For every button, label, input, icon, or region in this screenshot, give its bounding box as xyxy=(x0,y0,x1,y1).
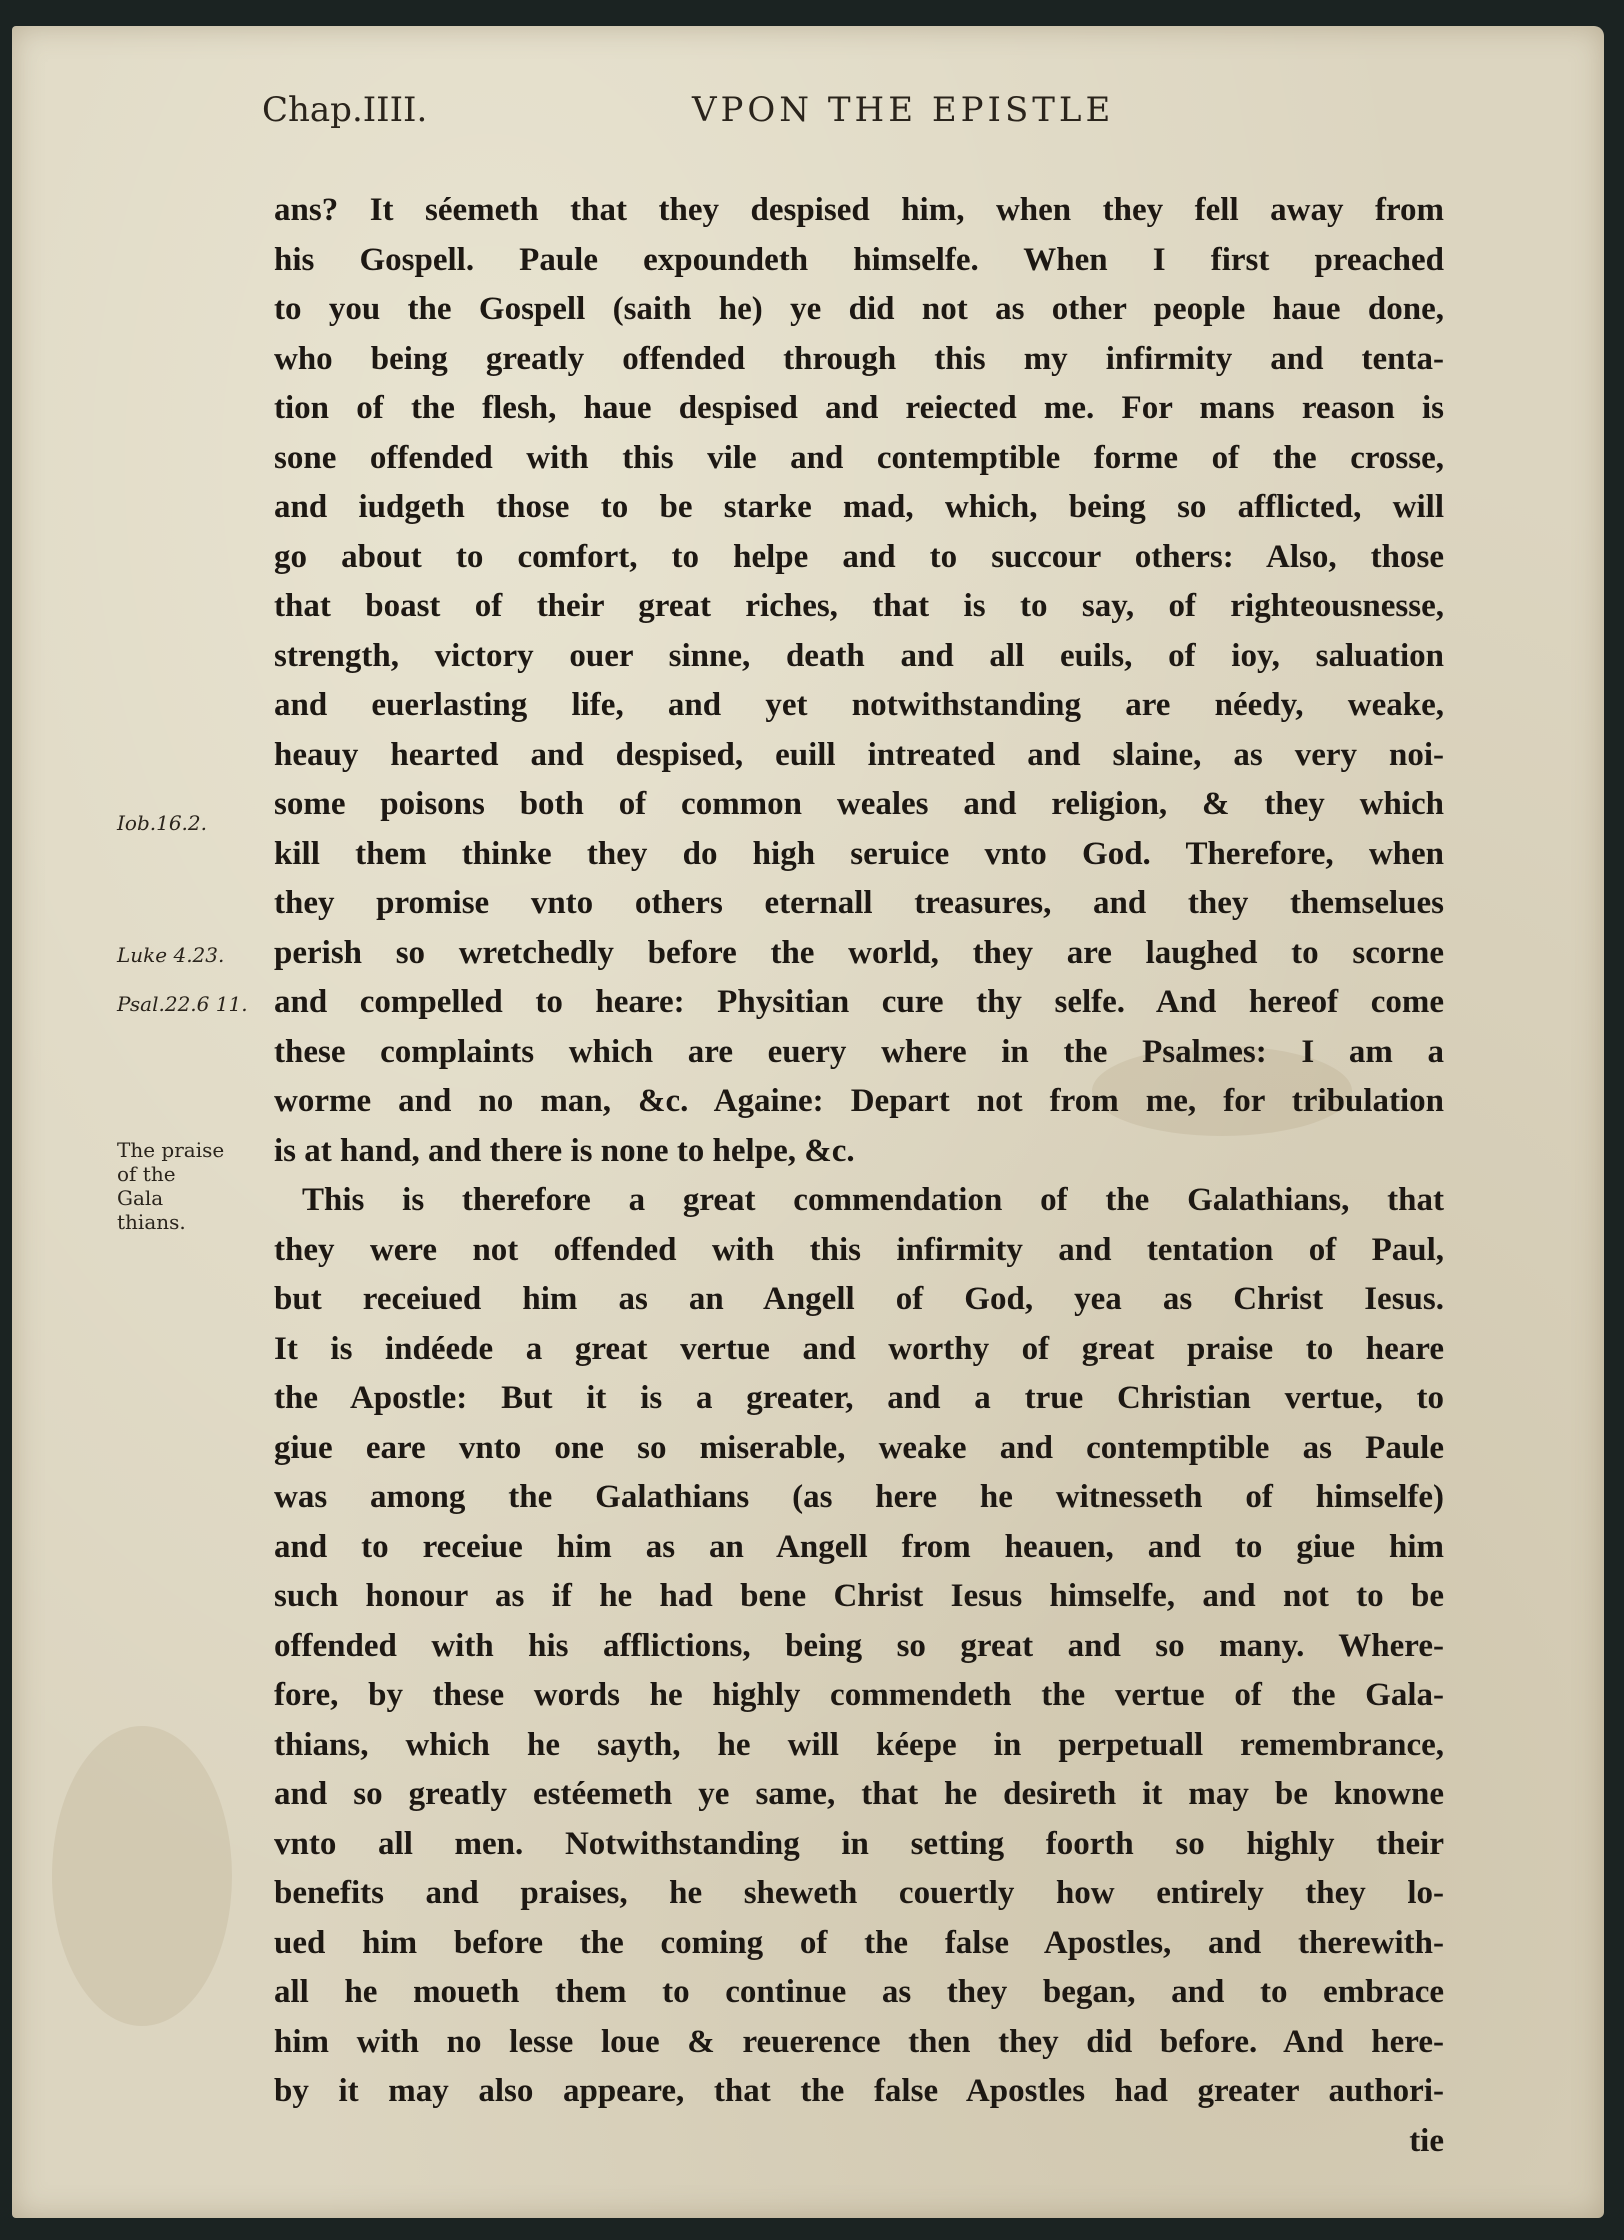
text-line: to you the Gospell (saith he) ye did not as other people haue done, xyxy=(274,291,1444,327)
text-line: they were not offended with this infirmity and tentation of Paul, xyxy=(274,1231,1444,1268)
text-line: such honour as if he had bene Christ Iesus himselfe, and not to be xyxy=(274,1578,1444,1614)
text-line: the Apostle: But it is a greater, and a true Christian vertue, to xyxy=(274,1380,1444,1416)
text-line: some poisons both of common weales and religion, & they which xyxy=(274,786,1444,822)
text-line: they promise vnto others eternall treasures, and they themselues xyxy=(274,885,1444,921)
chapter-heading: Chap.IIII. xyxy=(262,90,428,130)
text-line: This is therefore a great commendation of the Galathians, that xyxy=(302,1182,1444,1218)
text-line: these complaints which are euery where in the Psalmes: I am a xyxy=(274,1033,1444,1070)
catchword: tie xyxy=(1409,2122,1444,2159)
running-title: VPON THE EPISTLE xyxy=(692,90,1115,130)
text-line: all he moueth them to continue as they began, and to embrace xyxy=(274,1974,1444,2010)
text-line: strength, victory ouer sinne, death and all euils, of ioy, saluation xyxy=(274,637,1444,674)
text-line: kill them thinke they do high seruice vnto God. Therefore, when xyxy=(274,835,1444,872)
body-text xyxy=(274,186,1444,2166)
margin-note: Psal.22.6 11. xyxy=(117,992,248,1016)
margin-note: Luke 4.23. xyxy=(117,943,225,967)
text-line: was among the Galathians (as here he witnesseth of himselfe) xyxy=(274,1479,1444,1515)
text-line: heauy hearted and despised, euill intreated and slaine, as very noi- xyxy=(274,736,1444,773)
text-line: his Gospell. Paule expoundeth himselfe. When I first preached xyxy=(274,241,1444,278)
text-line: by it may also appeare, that the false Apostles had greater authori- xyxy=(274,2073,1444,2109)
text-line: but receiued him as an Angell of God, yea as Christ Iesus. xyxy=(274,1281,1444,1317)
text-line: and so greatly estéemeth ye same, that he desireth it may be knowne xyxy=(274,1776,1444,1812)
text-line: thians, which he sayth, he will kéepe in perpetuall remembrance, xyxy=(274,1726,1444,1763)
text-line: and compelled to heare: Physitian cure thy selfe. And hereof come xyxy=(274,984,1444,1020)
text-line: perish so wretchedly before the world, they are laughed to scorne xyxy=(274,934,1444,971)
paper-stain xyxy=(52,1726,232,2026)
text-line: tion of the flesh, haue despised and reiected me. For mans reason is xyxy=(274,390,1444,426)
text-line: worme and no man, &c. Againe: Depart not from me, for tribulation xyxy=(274,1083,1444,1119)
text-line: and to receiue him as an Angell from heauen, and to giue him xyxy=(274,1528,1444,1565)
text-line: who being greatly offended through this my infirmity and tenta- xyxy=(274,340,1444,377)
text-line: giue eare vnto one so miserable, weake and contemptible as Paule xyxy=(274,1429,1444,1466)
text-line: and iudgeth those to be starke mad, which, being so afflicted, will xyxy=(274,489,1444,525)
text-line: sone offended with this vile and contemptible forme of the crosse, xyxy=(274,439,1444,476)
text-line: and euerlasting life, and yet notwithstanding are néedy, weake, xyxy=(274,687,1444,723)
text-line: ans? It séemeth that they despised him, when they fell away from xyxy=(274,192,1444,228)
text-line: ued him before the coming of the false Apostles, and therewith- xyxy=(274,1924,1444,1961)
text-line: fore, by these words he highly commendeth the vertue of the Gala- xyxy=(274,1677,1444,1713)
text-line: is at hand, and there is none to helpe, &c. xyxy=(274,1132,855,1169)
text-line: him with no lesse loue & reuerence then they did before. And here- xyxy=(274,2023,1444,2060)
text-line: benefits and praises, he sheweth couertly how entirely they lo- xyxy=(274,1875,1444,1911)
running-header xyxy=(262,90,1412,150)
book-page xyxy=(12,26,1604,2218)
text-line: go about to comfort, to helpe and to succour others: Also, those xyxy=(274,538,1444,575)
text-line: vnto all men. Notwithstanding in setting foorth so highly their xyxy=(274,1825,1444,1862)
margin-note: Iob.16.2. xyxy=(117,811,207,835)
text-line: offended with his afflictions, being so great and so many. Where- xyxy=(274,1627,1444,1664)
text-line: It is indéede a great vertue and worthy of great praise to heare xyxy=(274,1330,1444,1367)
margin-note: The praise of the Gala thians. xyxy=(117,1138,225,1234)
text-line: that boast of their great riches, that is to say, of righteousnesse, xyxy=(274,588,1444,624)
